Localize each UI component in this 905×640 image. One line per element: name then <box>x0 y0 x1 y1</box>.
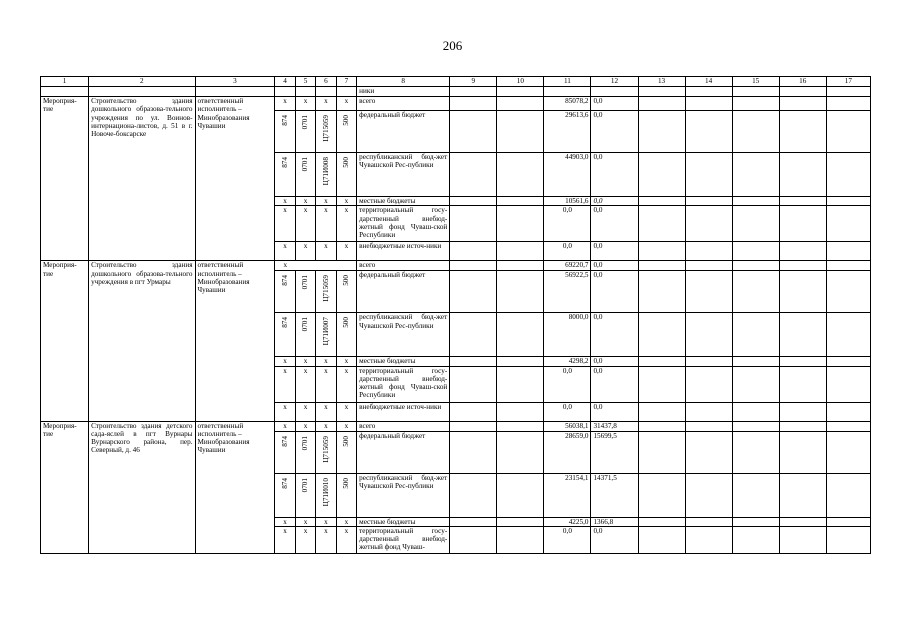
value-cell: 31437,8 <box>591 421 638 431</box>
marker-x: x <box>316 242 336 261</box>
marker-x: x <box>336 526 356 553</box>
value-cell: 0,0 <box>544 366 591 402</box>
value-cell: 69220,7 <box>544 261 591 271</box>
marker-x: x <box>275 242 295 261</box>
responsible-executor: ответственный исполнитель – Минобразования Чувашии <box>195 421 275 553</box>
code-cell: 0701 <box>301 477 310 492</box>
header-row <box>41 77 871 87</box>
value-cell: 0,0 <box>544 402 591 421</box>
source-cell: федеральный бюджет <box>357 111 450 153</box>
marker-x: x <box>275 366 295 402</box>
code-cell: 0701 <box>301 275 310 290</box>
col-header: 8 <box>357 77 450 87</box>
value-cell: 0,0 <box>591 206 638 242</box>
value-cell: 0,0 <box>591 97 638 111</box>
code-cell: 874 <box>280 317 289 329</box>
code-cell: 500 <box>342 275 351 287</box>
value-cell: 44903,0 <box>544 153 591 197</box>
source-cell: всего <box>357 421 450 431</box>
marker-x: x <box>295 197 315 206</box>
value-cell: 0,0 <box>591 261 638 271</box>
value-cell: 28659,0 <box>544 431 591 473</box>
value-cell: 0,0 <box>544 242 591 261</box>
marker-x: x <box>336 366 356 402</box>
col-header: 7 <box>336 77 356 87</box>
marker-x: x <box>336 357 356 366</box>
code-cell: 500 <box>342 157 351 168</box>
source-cell: ники <box>357 87 450 97</box>
code-cell: 874 <box>280 435 289 447</box>
measure-name: Строительство здания дошкольного образова-тельного учреждения по ул. Воинов-интернациона-листов, д. 51 в г. Новоче-боксарске <box>89 97 195 261</box>
value-cell: 8000,0 <box>544 313 591 357</box>
marker-x: x <box>336 97 356 111</box>
value-cell: 14371,5 <box>591 473 638 517</box>
source-cell: территориальный госу-дарственный внебюд-жетный фонд Чуваш-ской Республики <box>357 206 450 242</box>
marker-x: x <box>275 421 295 431</box>
code-cell: Ц715059 <box>321 435 330 463</box>
source-cell: всего <box>357 97 450 111</box>
marker-x: x <box>295 366 315 402</box>
marker-x: x <box>336 421 356 431</box>
source-cell: всего <box>357 261 450 271</box>
code-cell: 0701 <box>301 435 310 450</box>
value-cell: 0,0 <box>591 197 638 206</box>
marker-x: x <box>316 526 336 553</box>
code-cell: 0701 <box>301 115 310 130</box>
value-cell: 0,0 <box>591 402 638 421</box>
marker-x: x <box>275 206 295 242</box>
marker-x: x <box>316 402 336 421</box>
source-cell: федеральный бюджет <box>357 431 450 473</box>
col-header: 2 <box>89 77 195 87</box>
value-cell: 0,0 <box>591 153 638 197</box>
responsible-executor: ответственный исполнитель – Минобразования Чувашии <box>195 261 275 421</box>
col-header: 9 <box>450 77 497 87</box>
marker-x: x <box>295 357 315 366</box>
source-cell: территориальный госу-дарственный внебюд-жетный фонд Чуваш- <box>357 526 450 553</box>
marker-x: x <box>295 526 315 553</box>
table-row <box>41 87 871 97</box>
col-header: 10 <box>497 77 544 87</box>
source-cell: республиканский бюд-жет Чувашской Рес-публики <box>357 313 450 357</box>
marker-x: x <box>316 366 336 402</box>
responsible-executor: ответственный исполнитель – Минобразования Чувашии <box>195 97 275 261</box>
source-cell: внебюджетные источ-ники <box>357 242 450 261</box>
code-cell: 0701 <box>301 317 310 332</box>
code-cell: 874 <box>280 115 289 126</box>
value-cell: 10561,6 <box>544 197 591 206</box>
marker-x: x <box>316 97 336 111</box>
value-cell: 0,0 <box>591 111 638 153</box>
source-cell: республиканский бюд-жет Чувашской Рес-публики <box>357 153 450 197</box>
marker-x: x <box>275 402 295 421</box>
value-cell: 29613,6 <box>544 111 591 153</box>
table-row <box>41 97 871 111</box>
marker-x: x <box>295 402 315 421</box>
value-cell: 15699,5 <box>591 431 638 473</box>
marker-x: x <box>336 242 356 261</box>
value-cell: 0,0 <box>591 271 638 313</box>
col-header: 11 <box>544 77 591 87</box>
col-header: 12 <box>591 77 638 87</box>
value-cell: 0,0 <box>591 357 638 366</box>
code-cell: 874 <box>280 275 289 287</box>
value-cell: 4225,0 <box>544 517 591 526</box>
marker-x: x <box>316 357 336 366</box>
marker-x: x <box>316 517 336 526</box>
col-header: 16 <box>779 77 826 87</box>
col-header: 14 <box>685 77 732 87</box>
col-header: 5 <box>295 77 315 87</box>
col-header: 15 <box>732 77 779 87</box>
measure-name: Строительство здания детского сада-яслей в пгт Вурнары Вурнарского района, пер. Северный, д. 46 <box>89 421 195 553</box>
source-cell: республиканский бюд-жет Чувашской Рес-публики <box>357 473 450 517</box>
marker-x: x <box>275 357 295 366</box>
page-number: 206 <box>442 38 463 53</box>
col-header: 17 <box>826 77 870 87</box>
code-cell: Ц715059 <box>321 275 330 303</box>
source-cell: внебюджетные источ-ники <box>357 402 450 421</box>
value-cell: 4298,2 <box>544 357 591 366</box>
value-cell: 0,0 <box>591 313 638 357</box>
value-cell: 56922,5 <box>544 271 591 313</box>
value-cell: 0,0 <box>544 206 591 242</box>
measure-type: Мероприя-тие <box>41 261 89 421</box>
value-cell: 56038,1 <box>544 421 591 431</box>
marker-x: x <box>295 206 315 242</box>
marker-x: x <box>275 526 295 553</box>
marker-x: x <box>336 206 356 242</box>
marker-x: x <box>336 517 356 526</box>
code-cell: 500 <box>342 317 351 329</box>
source-cell: территориальный госу-дарственный внебюд-жетный фонд Чуваш-ской Республики <box>357 366 450 402</box>
source-cell: местные бюджеты <box>357 357 450 366</box>
code-cell: 874 <box>280 477 289 489</box>
col-header: 13 <box>638 77 685 87</box>
marker-x: x <box>336 197 356 206</box>
source-cell: федеральный бюджет <box>357 271 450 313</box>
code-cell: 500 <box>342 435 351 447</box>
col-header: 1 <box>41 77 89 87</box>
col-header: 6 <box>316 77 336 87</box>
marker-x: x <box>316 206 336 242</box>
marker-x: x <box>316 197 336 206</box>
value-cell: 85078,2 <box>544 97 591 111</box>
measure-name: Строительство здания дошкольного образова-тельного учреждения в пгт Урмары <box>89 261 195 421</box>
budget-table <box>40 76 871 571</box>
table-row <box>41 421 871 431</box>
measure-type: Мероприя-тие <box>41 421 89 553</box>
marker-x: x <box>275 97 295 111</box>
code-cell: 0701 <box>301 157 310 172</box>
measure-type: Мероприя-тие <box>41 97 89 261</box>
marker-x: x <box>295 242 315 261</box>
value-cell: 23154,1 <box>544 473 591 517</box>
marker-x: x <box>316 421 336 431</box>
marker-x: x <box>295 421 315 431</box>
value-cell: 0,0 <box>591 366 638 402</box>
value-cell: 0,0 <box>591 526 638 553</box>
code-cell: 500 <box>342 477 351 489</box>
marker-x: x <box>275 517 295 526</box>
table-row <box>41 261 871 271</box>
code-cell: Ц71И007 <box>321 317 330 346</box>
marker-x: x <box>295 517 315 526</box>
code-cell: Ц71И010 <box>321 477 330 506</box>
code-cell: Ц71И008 <box>321 157 330 186</box>
code-cell: 500 <box>342 115 351 126</box>
value-cell: 0,0 <box>544 526 591 553</box>
marker-x: x <box>336 402 356 421</box>
marker-x: x <box>275 197 295 206</box>
col-header: 4 <box>275 77 295 87</box>
marker-x: x <box>295 97 315 111</box>
value-cell: 1366,8 <box>591 517 638 526</box>
code-cell: 874 <box>280 157 289 168</box>
value-cell: 0,0 <box>591 242 638 261</box>
code-cell: Ц715059 <box>321 115 330 142</box>
source-cell: местные бюджеты <box>357 517 450 526</box>
col-header: 3 <box>195 77 275 87</box>
marker-x: x <box>275 261 295 271</box>
source-cell: местные бюджеты <box>357 197 450 206</box>
